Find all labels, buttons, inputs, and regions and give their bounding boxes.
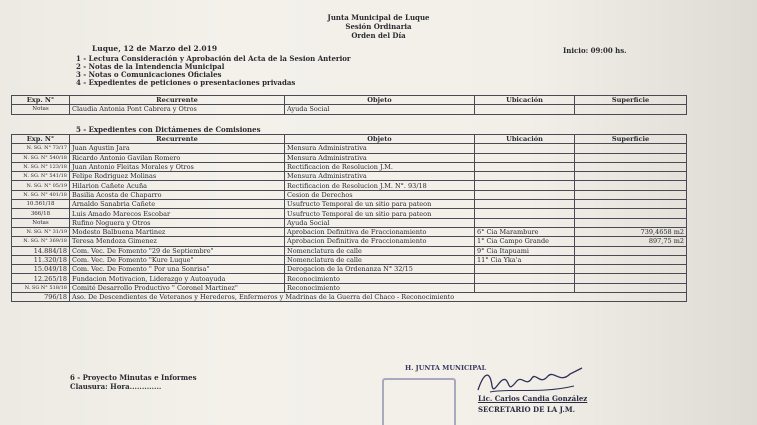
cell-objeto: Mensura Administrativa — [285, 144, 475, 153]
cell-ubicacion — [475, 200, 575, 209]
table-row — [12, 274, 687, 283]
table-row — [12, 218, 687, 227]
cell-superficie — [575, 265, 687, 274]
cell-objeto: Ayuda Social — [285, 218, 475, 227]
cell-recurrente: Comité Desarrollo Productivo " Coronel Martinez" — [70, 283, 285, 292]
cell-ubicacion — [475, 265, 575, 274]
cell-exp: N. SG. N° 123/18 — [12, 162, 70, 171]
table-section-4 — [11, 95, 687, 115]
cell-recurrente: Modesto Balbuena Martinez — [70, 227, 285, 236]
cell-recurrente: Com. Vec. De Fomento "Kure Luque" — [70, 255, 285, 264]
cell-objeto: Mensura Administrativa — [285, 153, 475, 162]
table-row — [12, 200, 687, 209]
cell-ubicacion — [475, 153, 575, 162]
cell-merged-description: Aso. De Descendientes de Veteranos y Herederos, Enfermeros y Madrinas de la Guerra del Chaco - Reconocimiento — [70, 293, 687, 302]
cell-ubicacion — [475, 105, 575, 114]
cell-exp: N. SG N° 518/18 — [12, 283, 70, 292]
cell-ubicacion — [475, 144, 575, 153]
cell-ubicacion — [475, 274, 575, 283]
cell-superficie — [575, 190, 687, 199]
cell-recurrente: Rufino Noguera y Otros — [70, 218, 285, 227]
cell-objeto: Usufructo Temporal de un sitio para pateon — [285, 200, 475, 209]
cell-superficie — [575, 162, 687, 171]
cell-ubicacion — [475, 172, 575, 181]
cell-recurrente: Com. Vec. De Fomento "29 de Septiembre" — [70, 246, 285, 255]
cell-recurrente: Felipe Rodriguez Molinas — [70, 172, 285, 181]
cell-objeto: Mensura Administrativa — [285, 172, 475, 181]
cell-superficie — [575, 144, 687, 153]
table-row — [12, 265, 687, 274]
signatory-block — [478, 393, 587, 415]
header-order: Orden del Día — [351, 31, 406, 40]
cell-recurrente: Claudia Antonia Pont Cabrera y Otros — [70, 105, 285, 114]
table-row — [12, 246, 687, 255]
col-recurrente: Recurrente — [70, 96, 285, 105]
cell-objeto: Nomenclatura de calle — [285, 246, 475, 255]
cell-exp: N. SG. N° 31/19 — [12, 227, 70, 236]
cell-exp: Notas — [12, 218, 70, 227]
agenda-item-1: 1 - Lectura Consideración y Aprobación del Acta de la Sesion Anterior — [76, 54, 351, 63]
cell-superficie: 897,75 m2 — [575, 237, 687, 246]
table-row — [12, 255, 687, 264]
header-institution: Junta Municipal de Luque — [327, 13, 430, 22]
cell-ubicacion — [475, 209, 575, 218]
cell-ubicacion — [475, 283, 575, 292]
cell-objeto: Ayuda Social — [285, 105, 475, 114]
cell-recurrente: Teresa Mendoza Gimenez — [70, 237, 285, 246]
table-section-5 — [11, 134, 687, 302]
cell-superficie — [575, 209, 687, 218]
col-recurrente: Recurrente — [70, 135, 285, 144]
table-row — [12, 237, 687, 246]
section-5-title: 5 - Expedientes con Dictámenes de Comisiones — [76, 125, 261, 134]
cell-exp: N. SG. N° 401/18 — [12, 190, 70, 199]
col-exp: Exp. N° — [12, 96, 70, 105]
col-exp: Exp. N° — [12, 135, 70, 144]
col-superficie: Superficie — [575, 96, 687, 105]
col-ubicacion: Ubicación — [475, 135, 575, 144]
cell-superficie — [575, 274, 687, 283]
closing-time: Clausura: Hora............. — [70, 382, 162, 391]
cell-objeto: Nomenclatura de calle — [285, 255, 475, 264]
cell-objeto: Usufructo Temporal de un sitio para pateon — [285, 209, 475, 218]
header-session: Sesión Ordinaria — [345, 22, 412, 31]
agenda-item-2: 2 - Notas de la Intendencia Municipal — [76, 62, 225, 71]
cell-recurrente: Luis Amado Marecos Escobar — [70, 209, 285, 218]
table-header-row — [12, 135, 687, 144]
cell-recurrente: Fundacion Motivacion, Liderazgo y Autoayuda — [70, 274, 285, 283]
table-row — [12, 227, 687, 236]
cell-superficie — [575, 246, 687, 255]
cell-objeto: Rectificacion de Resolucion J.M. — [285, 162, 475, 171]
table-row — [12, 144, 687, 153]
cell-ubicacion — [475, 190, 575, 199]
cell-objeto: Aprobacion Definitiva de Fraccionamiento — [285, 227, 475, 236]
cell-exp: N. SG. N° 73/17 — [12, 144, 70, 153]
table-row — [12, 105, 687, 114]
official-seal — [382, 378, 456, 425]
cell-objeto: Reconocimiento — [285, 283, 475, 292]
cell-exp: 11.320/18 — [12, 255, 70, 264]
cell-exp: N. SG. N° 05/19 — [12, 181, 70, 190]
cell-ubicacion: 6° Cia Marambure — [475, 227, 575, 236]
table-row — [12, 153, 687, 162]
footer-items — [70, 373, 197, 391]
session-date: Luque, 12 de Marzo del 2.019 — [92, 44, 218, 53]
cell-superficie — [575, 218, 687, 227]
stamp-label: H. JUNTA MUNICIPAL — [405, 364, 487, 372]
table-row — [12, 293, 687, 302]
cell-ubicacion — [475, 162, 575, 171]
cell-superficie — [575, 283, 687, 292]
cell-recurrente: Juan Antonio Fleitas Morales y Otros — [70, 162, 285, 171]
cell-exp: 15.049/18 — [12, 265, 70, 274]
cell-objeto: Derogacion de la Ordenanza N° 32/15 — [285, 265, 475, 274]
cell-superficie — [575, 172, 687, 181]
cell-superficie: 739,4658 m2 — [575, 227, 687, 236]
cell-exp: N. SG. N° 541/18 — [12, 172, 70, 181]
cell-superficie — [575, 153, 687, 162]
table-row — [12, 283, 687, 292]
cell-ubicacion: 11° Cia Yka'a — [475, 255, 575, 264]
cell-ubicacion: 1° Cia Campo Grande — [475, 237, 575, 246]
table-row — [12, 181, 687, 190]
cell-recurrente: Arnaldo Sanabria Cañete — [70, 200, 285, 209]
table-header-row — [12, 96, 687, 105]
signatory-title: SECRETARIO DE LA J.M. — [478, 405, 576, 414]
cell-objeto: Reconocimiento — [285, 274, 475, 283]
cell-exp: N. SG. N° 540/18 — [12, 153, 70, 162]
cell-recurrente: Com. Vec. De Fomento " Por una Sonrisa" — [70, 265, 285, 274]
cell-recurrente: Basilia Acosta de Chaparro — [70, 190, 285, 199]
table-row — [12, 190, 687, 199]
start-time: Inicio: 09:00 hs. — [563, 46, 627, 55]
cell-exp: N. SG. N° 369/18 — [12, 237, 70, 246]
agenda-item-4: 4 - Expedientes de peticiones o presentaciones privadas — [76, 78, 296, 87]
agenda-item-3: 3 - Notas o Comunicaciones Oficiales — [76, 70, 222, 79]
signatory-name: Lic. Carlos Candia González — [478, 394, 588, 403]
agenda-item-6: 6 - Proyecto Minutas e Informes — [70, 373, 197, 382]
cell-exp: 796/18 — [12, 293, 70, 302]
cell-ubicacion — [475, 218, 575, 227]
cell-exp: Notas — [12, 105, 70, 114]
cell-ubicacion: 9° Cia Itapuami — [475, 246, 575, 255]
col-superficie: Superficie — [575, 135, 687, 144]
cell-exp: 366/18 — [12, 209, 70, 218]
cell-objeto: Rectificacion de Resolucion J.M. N°. 93/18 — [285, 181, 475, 190]
cell-superficie — [575, 181, 687, 190]
cell-ubicacion — [475, 181, 575, 190]
cell-objeto: Cesion de Derechos — [285, 190, 475, 199]
cell-exp: 12.265/18 — [12, 274, 70, 283]
cell-exp: 14.884/18 — [12, 246, 70, 255]
cell-objeto: Aprobacion Definitiva de Fraccionamiento — [285, 237, 475, 246]
col-objeto: Objeto — [285, 135, 475, 144]
cell-recurrente: Hilarion Cañete Acuña — [70, 181, 285, 190]
cell-superficie — [575, 255, 687, 264]
table-row — [12, 172, 687, 181]
table-row — [12, 209, 687, 218]
table-row — [12, 162, 687, 171]
cell-superficie — [575, 200, 687, 209]
cell-recurrente: Juan Agustin Jara — [70, 144, 285, 153]
col-ubicacion: Ubicación — [475, 96, 575, 105]
col-objeto: Objeto — [285, 96, 475, 105]
cell-superficie — [575, 105, 687, 114]
cell-exp: 10.561/18 — [12, 200, 70, 209]
cell-recurrente: Ricardo Antonio Gavilan Romero — [70, 153, 285, 162]
